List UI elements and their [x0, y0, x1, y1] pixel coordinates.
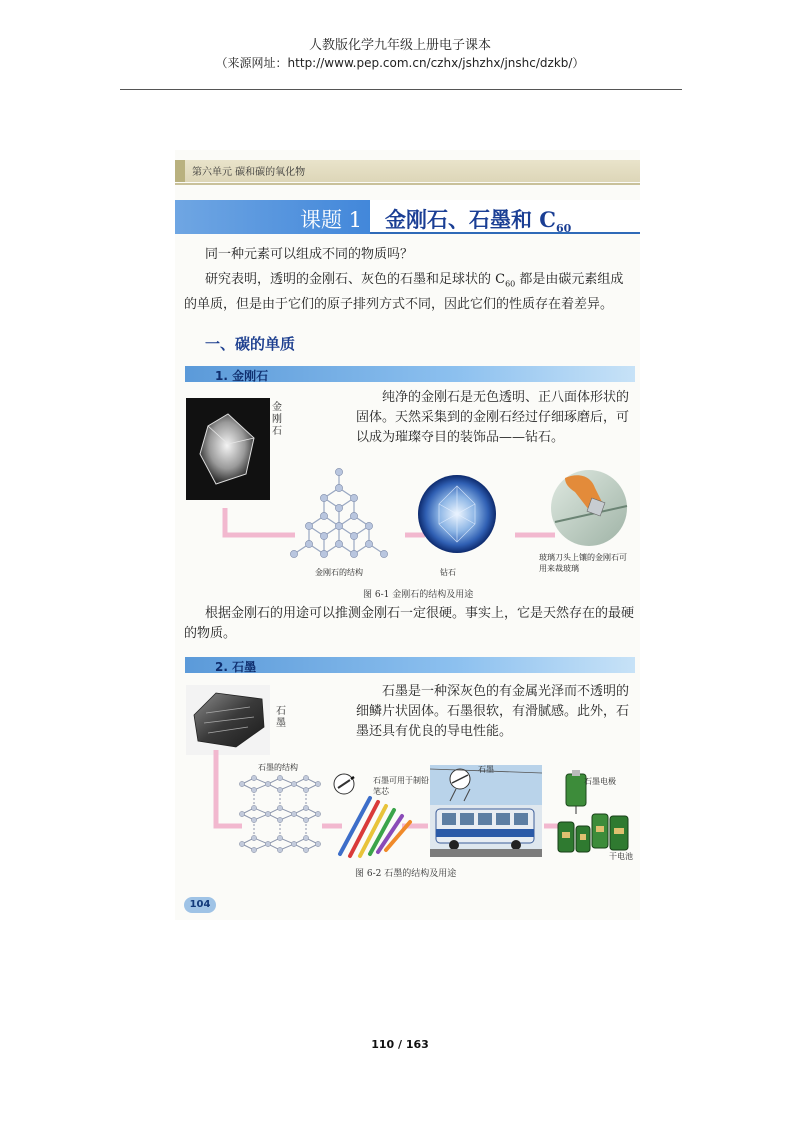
electrode-caption: 石墨电极: [584, 777, 616, 786]
header-divider: [120, 89, 682, 90]
graphite-structure-model: [236, 774, 324, 860]
lesson-title-subscript: 60: [556, 222, 572, 236]
document-title: 人教版化学九年级上册电子课本: [308, 38, 491, 53]
intro-text-b: 都是由碳元素组成的单质，但是由于它们的原子排列方式不同，因此它们的性质存在着差异。: [184, 272, 624, 312]
trolleybus-image: [430, 765, 542, 857]
diamond-gem-caption: 钻石: [440, 568, 456, 577]
lesson-title: [385, 204, 571, 235]
unit-title: 第六单元 碳和碳的氧化物: [192, 167, 306, 178]
diamond-gem-image: [417, 474, 497, 554]
figure-6-1-caption: 图 6-1 金刚石的结构及用途: [363, 590, 474, 600]
glass-cutter-caption: 玻璃刀头上镶的金刚石可用来裁玻璃: [539, 553, 627, 573]
graphite-structure-caption: 石墨的结构: [258, 763, 298, 772]
battery-caption: 干电池: [609, 852, 633, 861]
figure-6-2-caption: 图 6-2 石墨的结构及用途: [355, 869, 457, 879]
lesson-title-text: 金刚石、石墨和 C: [385, 207, 557, 232]
lesson-label: 课题 1: [300, 208, 363, 232]
diamond-structure-caption: 金刚石的结构: [315, 568, 363, 577]
diamond-section-label: 1. 金刚石: [215, 369, 269, 383]
diamond-description: 纯净的金刚石是无色透明、正八面体形状的固体。天然采集到的金刚石经过仔细琢磨后，可以成为璀璨夺目的装饰品——钻石。: [356, 390, 630, 445]
section-heading: 一、碳的单质: [205, 335, 296, 353]
graphite-photo: [186, 685, 270, 755]
intro-paragraph: [184, 270, 634, 315]
graphite-section-label: 2. 石墨: [215, 660, 257, 674]
pencil-caption: 石墨可用于制铅笔芯: [373, 776, 429, 796]
intro-subscript: 60: [505, 279, 516, 289]
diamond-structure-model: [284, 466, 394, 566]
graphite-description: 石墨是一种深灰色的有金属光泽而不透明的细鳞片状固体。石墨很软，有滑腻感。此外，石墨还具有优良的导电性能。: [356, 684, 630, 739]
document-source: （来源网址：http://www.pep.com.cn/czhx/jshzhx/jnshc/dzkb/）: [215, 56, 585, 70]
intro-text-a: 研究表明，透明的金刚石、灰色的石墨和足球状的 C: [205, 272, 506, 287]
diamond-hardness-paragraph: 根据金刚石的用途可以推测金刚石一定很硬。事实上，它是天然存在的最硬的物质。: [184, 606, 635, 641]
unit-underline: [175, 183, 640, 185]
glass-cutter-image: [545, 470, 633, 546]
intro-question: 同一种元素可以组成不同的物质吗？: [205, 247, 414, 262]
pdf-page-counter: 110 / 163: [371, 1038, 429, 1051]
trolley-graphite-caption: 石墨: [478, 765, 494, 774]
diamond-photo-label: 金刚石: [272, 402, 282, 437]
textbook-page-number: 104: [184, 897, 216, 913]
graphite-photo-label: 石墨: [276, 706, 286, 729]
